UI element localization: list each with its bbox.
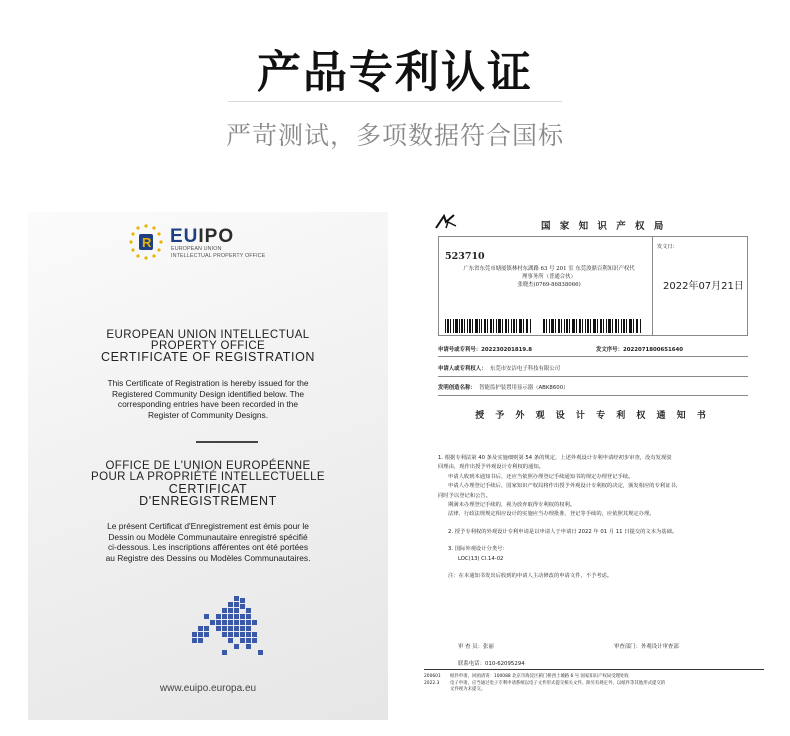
euipo-wordmark: EUIPO	[170, 226, 235, 247]
en-heading-line: PROPERTY OFFICE	[150, 340, 266, 352]
notice-body: 1. 根据专利法第 40 条及实施细则第 54 条的规定，上述外观设计专利申请经初步审查，没有发现驳 回理由，现作出授予外观设计专利权的通知。 申请人收到本通知书后，还应当依照办理登记手续通知书的规定办理登记手续。 申请人办理登记手续后，国家知识产权局将作出授予外观设计专利权的决定，颁发相应的专利证书， 同时予以登记和公告。 期满未办理登记手续的，视为放弃取得专利权的权利。 法律、行政法规规定相应设计的实施应当办理批准、登记等手续的，应依照其规定办理。 2. 授予专利权的外观设计专利申请是以申请人于申请日 2022 年 01 月 11 日提交的文本为基础。 3. 国际外观设计分类号： LOC(13) Cl.14-02 注：在本通知书发出后收到的申请人主动修改的申请文件，不予考虑。	[438, 455, 682, 580]
svg-text:R: R	[142, 235, 152, 250]
section-divider	[196, 441, 258, 443]
en-paragraph: This Certificate of Registration is hereby issued for the Registered Community Design identified below. The corresponding entries have been recorded in the Register of Community Designs.	[107, 378, 309, 420]
invention-row: 发明创造名称： 智能监护装置用显示器（ABK8600）	[438, 385, 569, 391]
fr-heading-line: POUR LA PROPRIÉTÉ INTELLECTUELLE	[91, 471, 325, 483]
postal-code: 523710	[445, 251, 485, 262]
cnipa-emblem-icon	[434, 214, 458, 230]
notice-title: 授 予 外 观 设 计 专 利 权 通 知 书	[475, 411, 710, 421]
date-label: 发文日：	[657, 244, 678, 250]
address-box	[438, 236, 748, 336]
euipo-certificate-image	[28, 212, 388, 720]
applicant-row: 申请人或专利权人： 东莞市安洁电子科技有限公司	[438, 366, 561, 372]
footnote: 200601 纸件申请，回函请寄：100088 北京市海淀区蓟门桥西土城路 6 号 国家知识产权局受理处收 2022.3 电子申请，应当通过电子专利申请系统以电子文件形式提交相关文件。除另有规定外，以纸件等其他形式提交的 文件视为未提交。	[424, 674, 666, 692]
title-divider	[228, 101, 562, 102]
issuing-office: 国 家 知 识 产 权 局	[541, 221, 667, 232]
barcode-icon	[445, 319, 533, 333]
fr-paragraph: Le présent Certificat d'Enregistrement est émis pour le Dessin ou Modèle Communautaire enregistré spécifié ci-dessous. Les inscriptions afférentes ont été portées au Registre des Dessins ou Modèles Communautaires.	[105, 521, 311, 563]
fr-heading-line: OFFICE DE L'UNION EUROPÉENNE	[105, 460, 311, 472]
barcode-icon	[543, 319, 643, 333]
euipo-website: www.euipo.europa.eu	[159, 683, 257, 694]
en-certificate-title: CERTIFICATE OF REGISTRATION	[100, 350, 316, 364]
fr-certificate-title: CERTIFICAT	[168, 482, 248, 496]
page-title: 产品专利认证	[257, 47, 533, 98]
en-heading-line: EUROPEAN UNION INTELLECTUAL	[106, 329, 310, 341]
europe-map-icon	[182, 592, 270, 666]
issue-date: 2022年07月21日	[663, 281, 744, 292]
recipient-address: 广东省东莞市塘厦镇林村东湖路 63 号 201 室 东莞浚鼎百利知识产权代 理事务所（普通合伙） 张晓杰(0769-86838066)	[463, 266, 635, 288]
phone-row: 联系电话：010-62095294	[458, 661, 525, 667]
application-number-row: 申请号或专利号：202230201819.8 发文序号：2022071800651640	[438, 347, 683, 353]
fr-certificate-title: D'ENREGISTREMENT	[139, 494, 277, 508]
euipo-logo-subtitle: EUROPEAN UNION INTELLECTUAL PROPERTY OFFICE	[171, 246, 266, 259]
cnipa-notice-image	[416, 206, 769, 714]
examiner-row: 审 查 员：张丽 审查部门：外观设计审查部	[458, 644, 679, 650]
page-subtitle: 严苛测试，多项数据符合国标	[225, 121, 564, 150]
